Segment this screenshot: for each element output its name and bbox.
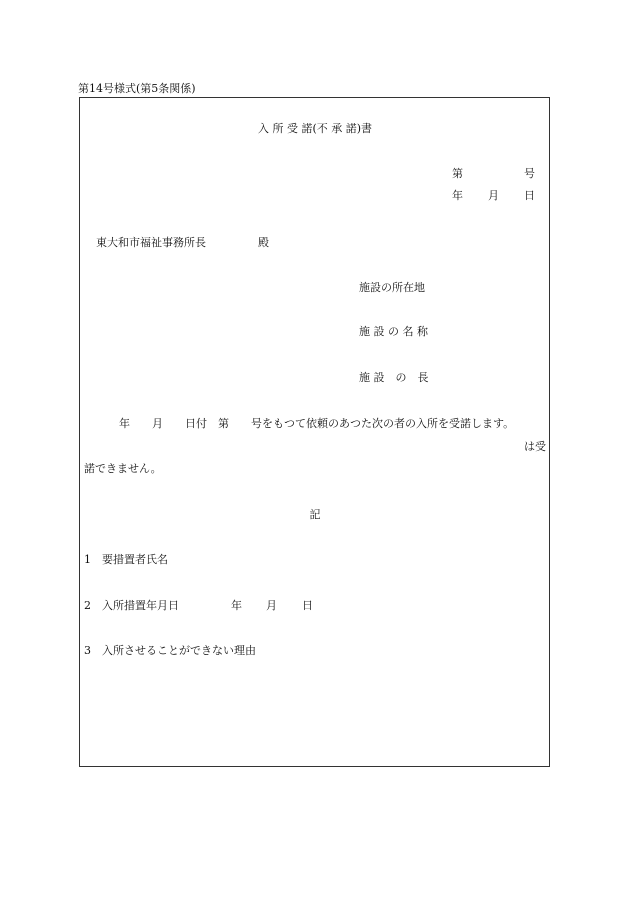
facility-name-label: 施 設 の 名 称 bbox=[359, 325, 428, 338]
ki-heading: 記 bbox=[309, 508, 321, 521]
item-2-label: 2 入所措置年月日 bbox=[84, 599, 179, 612]
body-text-line2: 諾できません。 bbox=[84, 462, 162, 475]
body-text-line1: 年 月 日付 第 号をもつて依頼のあつた次の者の入所を受諾します。 bbox=[119, 417, 515, 430]
facility-head-label: 施 設 の 長 bbox=[359, 371, 429, 384]
date-year-label: 年 bbox=[452, 189, 463, 202]
body-text-wa: は受 bbox=[524, 440, 546, 453]
facility-address-label: 施設の所在地 bbox=[359, 281, 425, 294]
item-1-label: 1 要措置者氏名 bbox=[84, 553, 168, 566]
honorific: 殿 bbox=[258, 236, 269, 249]
document-number-suffix: 号 bbox=[524, 167, 535, 180]
document-title: 入 所 受 諾(不 承 諾)書 bbox=[257, 122, 373, 135]
document-number-prefix: 第 bbox=[452, 167, 463, 180]
date-day-label: 日 bbox=[524, 189, 535, 202]
date-month-label: 月 bbox=[488, 189, 499, 202]
form-number-label: 第14号様式(第5条関係) bbox=[78, 82, 196, 95]
addressee: 東大和市福祉事務所長 bbox=[96, 236, 206, 249]
item-2-day-label: 日 bbox=[302, 599, 313, 612]
item-3-label: 3 入所させることができない理由 bbox=[84, 644, 256, 657]
item-2-month-label: 月 bbox=[266, 599, 277, 612]
form-frame bbox=[79, 97, 550, 767]
item-2-year-label: 年 bbox=[231, 599, 242, 612]
